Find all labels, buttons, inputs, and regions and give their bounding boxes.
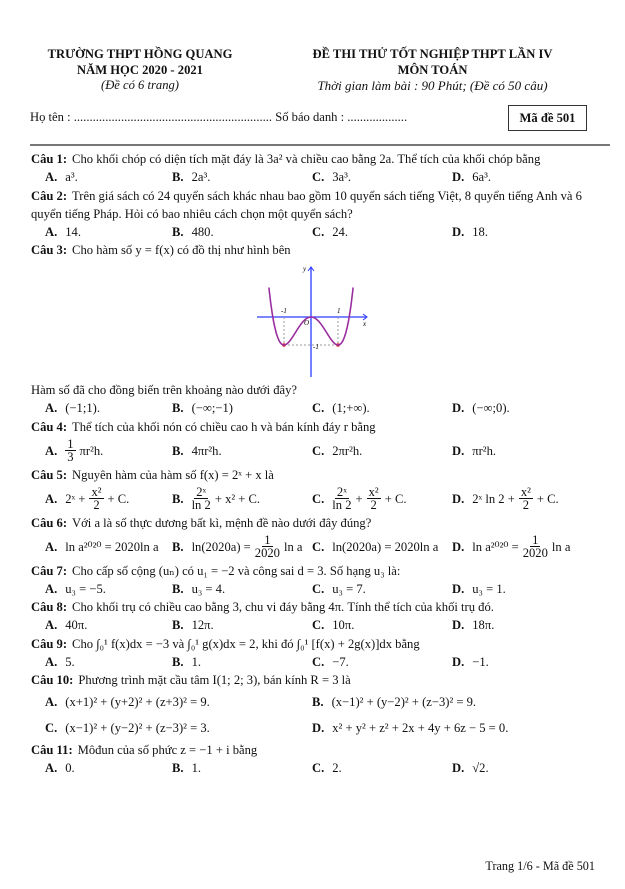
option-text: u₃ = 1. xyxy=(472,581,506,596)
answer-options xyxy=(31,616,611,635)
question-label: Câu 9: xyxy=(31,636,68,651)
graph-svg xyxy=(255,261,370,379)
option-letter: A. xyxy=(45,654,58,669)
exam-title: ĐỀ THI THỬ TỐT NGHIỆP THPT LẦN IV xyxy=(312,47,553,61)
answer-option-d[interactable] xyxy=(452,532,572,562)
option-text: + C. xyxy=(384,491,407,506)
fraction xyxy=(65,438,75,463)
option-text: 2πr²h. xyxy=(332,443,363,458)
option-letter: D. xyxy=(452,401,465,416)
answer-option-a[interactable] xyxy=(45,399,102,418)
numerator: x² xyxy=(368,485,379,499)
option-letter: B. xyxy=(172,654,184,669)
question-5 xyxy=(31,466,611,514)
option-text: (x−1)² + (y−2)² + (z−3)² = 9. xyxy=(331,695,477,709)
denominator: ln 2 xyxy=(191,498,211,512)
option-letter: D. xyxy=(452,224,465,239)
option-text: 5. xyxy=(65,654,75,669)
answer-option-a[interactable] xyxy=(45,580,108,599)
option-text: (x−1)² + (y−2)² + (z−3)² = 3. xyxy=(65,721,210,735)
answer-options xyxy=(31,436,611,466)
numerator: 1 xyxy=(532,533,539,547)
answer-option-a[interactable] xyxy=(45,436,105,466)
fraction xyxy=(255,534,280,559)
question-stem xyxy=(31,562,611,580)
question-label: Câu 3: xyxy=(31,243,68,257)
option-letter: A. xyxy=(45,539,58,554)
option-letter: A. xyxy=(45,401,58,416)
option-letter: D. xyxy=(312,721,325,735)
option-text: 18. xyxy=(472,224,488,239)
question-stem xyxy=(31,150,611,168)
answer-option-b[interactable] xyxy=(172,484,262,514)
option-letter: B. xyxy=(172,170,184,185)
question-text: Phương trình mặt cầu tâm I(1; 2; 3), bán kính R = 3 là xyxy=(78,673,351,687)
option-letter: A. xyxy=(45,491,58,506)
option-text: 24. xyxy=(332,224,348,239)
option-letter: C. xyxy=(312,224,325,239)
answer-option-d[interactable] xyxy=(452,436,498,466)
question-label: Câu 8: xyxy=(31,600,68,614)
option-text: u₃ = −5. xyxy=(65,581,106,596)
question-text: Trên giá sách có 24 quyển sách khác nhau bao gồm 10 quyển sách tiếng Việt, 8 quyển tiếng Anh và 6 quyển tiếng Pháp. Hỏi có bao nhiêu cách chọn một quyển sách? xyxy=(31,188,582,221)
school-name: TRƯỜNG THPT HỒNG QUANG xyxy=(47,47,233,61)
answer-option-a[interactable] xyxy=(45,616,89,635)
option-text: 1. xyxy=(191,761,202,776)
denominator: 2 xyxy=(93,498,100,512)
answer-option-b[interactable] xyxy=(172,532,305,562)
answer-options xyxy=(31,653,611,672)
denominator: 2020 xyxy=(254,546,280,560)
answer-option-a[interactable] xyxy=(45,689,212,715)
answer-options xyxy=(31,689,611,715)
answer-option-d[interactable] xyxy=(452,484,561,514)
option-letter: C. xyxy=(312,491,325,506)
question-label: Câu 1: xyxy=(31,152,68,166)
question-2 xyxy=(31,187,611,242)
option-text: −1. xyxy=(472,654,489,669)
answer-option-a[interactable] xyxy=(45,484,131,514)
question-label: Câu 10: xyxy=(31,673,74,687)
option-letter: B. xyxy=(172,581,184,596)
question-text: Với a là số thực dương bất kì, mệnh đề nào dưới đây đúng? xyxy=(72,515,372,530)
answer-option-d[interactable] xyxy=(452,223,490,242)
answer-option-a[interactable] xyxy=(45,653,77,672)
pages-note: (Đề có 6 trang) xyxy=(101,78,179,92)
option-letter: B. xyxy=(172,539,184,554)
option-text: ln a²⁰²⁰ = 2020ln a xyxy=(65,539,159,554)
question-text: Môđun của số phức z = −1 + i bằng xyxy=(77,743,258,757)
option-text: πr²h. xyxy=(472,443,497,458)
answer-option-b[interactable] xyxy=(172,223,216,242)
answer-option-d[interactable] xyxy=(452,580,508,599)
option-letter: A. xyxy=(45,695,58,709)
option-text: u₃ = 7. xyxy=(332,581,366,596)
option-text: 14. xyxy=(65,224,81,239)
fraction xyxy=(192,486,211,511)
option-letter: B. xyxy=(172,443,184,458)
option-letter: C. xyxy=(312,539,325,554)
option-text: 0. xyxy=(65,761,75,776)
answer-options xyxy=(31,399,611,418)
option-text: 2ˣ ln 2 + xyxy=(472,491,515,506)
question-stem xyxy=(31,671,611,689)
option-letter: C. xyxy=(312,581,325,596)
question-text: Cho hàm số y = f(x) có đồ thị như hình bên xyxy=(72,243,291,257)
option-text: ln a xyxy=(551,539,571,554)
option-letter: C. xyxy=(312,401,325,416)
question-text: Nguyên hàm của hàm số f(x) = 2ˣ + x là xyxy=(72,467,274,482)
question-stem xyxy=(31,241,611,259)
answer-option-d[interactable] xyxy=(452,399,512,418)
answer-options xyxy=(31,223,611,242)
option-letter: B. xyxy=(172,401,184,416)
fraction xyxy=(523,534,548,559)
option-text: 480. xyxy=(191,224,214,239)
denominator: 2 xyxy=(370,498,377,512)
option-letter: A. xyxy=(45,443,58,458)
question-label: Câu 7: xyxy=(31,563,68,578)
option-text: u₃ = 4. xyxy=(191,581,226,596)
option-text: −7. xyxy=(332,654,349,669)
option-letter: D. xyxy=(452,654,465,669)
student-info-line: Họ tên : ............................................................... Số báo danh : ................... xyxy=(30,110,408,124)
answer-option-b[interactable] xyxy=(172,436,224,466)
numerator: 2ˣ xyxy=(336,485,347,499)
tick-label-x-neg: -1 xyxy=(281,307,287,315)
questions xyxy=(31,150,611,778)
question-9 xyxy=(31,635,611,672)
answer-option-c[interactable] xyxy=(312,168,353,187)
option-text: 18π. xyxy=(472,618,495,633)
option-letter: B. xyxy=(172,761,184,776)
fraction xyxy=(519,486,533,511)
option-letter: D. xyxy=(452,539,465,554)
answer-option-b[interactable] xyxy=(172,616,216,635)
question-label: Câu 4: xyxy=(31,419,68,434)
answer-option-c[interactable] xyxy=(312,484,409,514)
tick-label-x-pos: 1 xyxy=(337,307,341,315)
option-text: ln a²⁰²⁰ = xyxy=(472,539,519,554)
question-1 xyxy=(31,150,611,187)
option-letter: C. xyxy=(312,761,325,776)
answer-option-c[interactable] xyxy=(312,399,372,418)
fraction xyxy=(332,486,351,511)
answer-option-d[interactable] xyxy=(452,616,496,635)
option-letter: B. xyxy=(172,618,184,633)
option-text: 4πr²h. xyxy=(191,443,222,458)
answer-option-c[interactable] xyxy=(312,580,368,599)
page-footer: Trang 1/6 - Mã đề 501 xyxy=(485,859,595,873)
option-letter: C. xyxy=(312,654,325,669)
question-text: Cho khối trụ có chiều cao bằng 3, chu vi đáy bằng 4π. Tính thể tích của khối trụ đó. xyxy=(72,600,494,614)
option-text: 3a³. xyxy=(332,170,352,185)
numerator: x² xyxy=(91,485,102,499)
answer-option-d[interactable] xyxy=(452,653,491,672)
option-text: 2. xyxy=(332,761,342,776)
option-text: √2. xyxy=(472,761,489,776)
question-label: Câu 6: xyxy=(31,515,68,530)
option-text: 10π. xyxy=(332,618,355,633)
option-letter: C. xyxy=(312,170,325,185)
numerator: 2ˣ xyxy=(196,485,207,499)
origin-label: O xyxy=(304,319,310,327)
option-letter: D. xyxy=(452,443,465,458)
school-year: NĂM HỌC 2020 - 2021 xyxy=(77,62,203,77)
answer-options xyxy=(31,168,611,187)
question-6 xyxy=(31,514,611,562)
subject: MÔN TOÁN xyxy=(397,62,468,77)
answer-option-d[interactable] xyxy=(312,715,510,741)
divider xyxy=(30,144,610,146)
option-text: ln a xyxy=(283,539,303,554)
option-letter: A. xyxy=(45,761,58,776)
option-letter: D. xyxy=(452,170,465,185)
tick-label-y: -1 xyxy=(313,343,319,351)
question-label: Câu 2: xyxy=(31,188,68,203)
answer-options xyxy=(31,580,611,599)
option-letter: B. xyxy=(172,491,184,506)
question-11 xyxy=(31,741,611,778)
option-letter: D. xyxy=(452,761,465,776)
option-text: 2ˣ + xyxy=(65,491,86,506)
answer-option-c[interactable] xyxy=(45,715,212,741)
option-letter: A. xyxy=(45,618,58,633)
numerator: x² xyxy=(520,485,531,499)
answer-option-c[interactable] xyxy=(312,759,344,778)
question-stem xyxy=(31,598,611,616)
answer-option-a[interactable] xyxy=(45,168,80,187)
option-letter: B. xyxy=(172,224,184,239)
option-letter: C. xyxy=(45,721,58,735)
option-letter: D. xyxy=(452,618,465,633)
option-letter: D. xyxy=(452,581,465,596)
option-text: 6a³. xyxy=(472,170,492,185)
question-text: Cho cấp số cộng (uₙ) có u₁ = −2 và công sai d = 3. Số hạng u₃ là: xyxy=(72,563,401,578)
answer-option-d[interactable] xyxy=(452,759,491,778)
answer-option-a[interactable] xyxy=(45,759,77,778)
question-3 xyxy=(31,241,611,418)
time-note: Thời gian làm bài : 90 Phút; (Đề có 50 câu) xyxy=(317,78,548,93)
numerator: 1 xyxy=(67,437,74,451)
answer-option-b[interactable] xyxy=(172,168,212,187)
y-axis-label: y xyxy=(303,265,307,273)
question-4 xyxy=(31,418,611,466)
answer-option-b[interactable] xyxy=(172,759,203,778)
answer-option-b[interactable] xyxy=(172,653,203,672)
answer-option-c[interactable] xyxy=(312,616,356,635)
question-label: Câu 5: xyxy=(31,467,68,482)
question-text: Hàm số đã cho đồng biến trên khoảng nào dưới đây? xyxy=(31,383,297,397)
answer-options xyxy=(31,532,611,562)
option-letter: A. xyxy=(45,170,58,185)
exam-code-box: Mã đề 501 xyxy=(508,105,587,131)
option-text: 2a³. xyxy=(191,170,211,185)
exam-header xyxy=(290,47,575,94)
fraction xyxy=(367,486,381,511)
option-text: πr²h. xyxy=(79,443,104,458)
answer-option-a[interactable] xyxy=(45,532,161,562)
answer-option-b[interactable] xyxy=(172,580,227,599)
question-8 xyxy=(31,598,611,635)
option-letter: A. xyxy=(45,224,58,239)
question-text: Cho khối chóp có diện tích mặt đáy là 3a² và chiều cao bằng 2a. Thể tích của khối chóp bằng xyxy=(72,152,541,166)
answer-option-b[interactable] xyxy=(312,689,478,715)
denominator: 2 xyxy=(522,498,530,512)
option-letter: C. xyxy=(312,443,325,458)
school-header xyxy=(40,47,240,94)
answer-option-b[interactable] xyxy=(172,399,235,418)
option-text: (x+1)² + (y+2)² + (z+3)² = 9. xyxy=(65,695,210,709)
option-text: x² + y² + z² + 2x + 4y + 6z − 5 = 0. xyxy=(332,721,509,735)
option-text: ln(2020a) = 2020ln a xyxy=(332,539,439,554)
option-text: ln(2020a) = xyxy=(191,539,251,554)
option-text: 40π. xyxy=(65,618,88,633)
fraction xyxy=(89,486,103,511)
question-stem xyxy=(31,741,611,759)
question-stem xyxy=(31,187,611,223)
answer-option-a[interactable] xyxy=(45,223,83,242)
option-letter: B. xyxy=(312,695,324,709)
option-text: a³. xyxy=(65,170,78,185)
option-text: (−∞;0). xyxy=(472,401,510,416)
function-graph xyxy=(31,259,611,381)
option-letter: A. xyxy=(45,581,58,596)
answer-option-d[interactable] xyxy=(452,168,493,187)
denominator: 2020 xyxy=(522,546,548,560)
answer-options xyxy=(31,715,611,741)
option-text: + C. xyxy=(536,491,559,506)
option-text: + C. xyxy=(107,491,130,506)
question-text: Thể tích của khối nón có chiều cao h và bán kính đáy r bằng xyxy=(72,419,376,434)
option-text: (−1;1). xyxy=(65,401,100,416)
question-10 xyxy=(31,671,611,741)
option-text: + x² + C. xyxy=(214,491,261,506)
option-text: 12π. xyxy=(191,618,214,633)
denominator: 3 xyxy=(67,450,74,464)
option-text: (1;+∞). xyxy=(332,401,370,416)
option-letter: C. xyxy=(312,618,325,633)
question-stem xyxy=(31,635,611,653)
x-axis-label: x xyxy=(363,320,367,328)
question-7 xyxy=(31,562,611,599)
answer-options xyxy=(31,484,611,514)
answer-option-c[interactable] xyxy=(312,653,351,672)
denominator: ln 2 xyxy=(332,498,352,512)
question-stem xyxy=(31,514,611,532)
question-label: Câu 11: xyxy=(31,743,73,757)
question-stem xyxy=(31,466,611,484)
question-text: Cho ∫₀¹ f(x)dx = −3 và ∫₀¹ g(x)dx = 2, khi đó ∫₀¹ [f(x) + 2g(x)]dx bằng xyxy=(72,636,420,651)
option-text: 1. xyxy=(191,654,202,669)
answer-option-c[interactable] xyxy=(312,532,440,562)
option-text: (−∞;−1) xyxy=(191,401,233,416)
answer-option-c[interactable] xyxy=(312,223,350,242)
option-letter: D. xyxy=(452,491,465,506)
option-text: + xyxy=(355,491,363,506)
answer-options xyxy=(31,759,611,778)
question-stem xyxy=(31,418,611,436)
answer-option-c[interactable] xyxy=(312,436,364,466)
numerator: 1 xyxy=(264,533,271,547)
